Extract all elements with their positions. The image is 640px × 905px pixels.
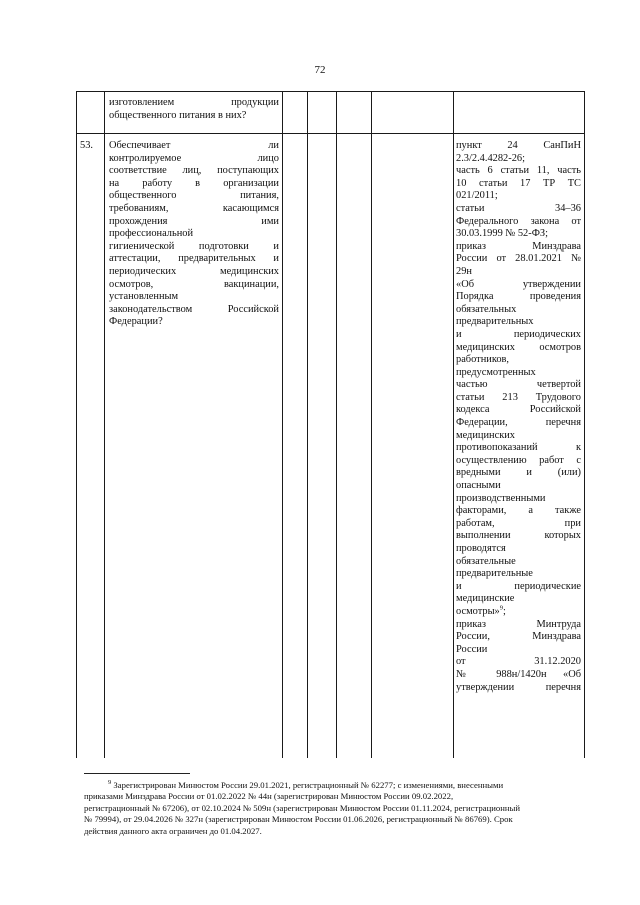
requisites-punctuation: ; — [503, 605, 506, 617]
footnote-line — [84, 780, 584, 791]
requisites-line: опасными — [456, 480, 501, 492]
table-left-border — [76, 91, 77, 758]
question-line: требованиям, касающимся — [109, 202, 279, 214]
requisites-line: осмотры» — [456, 605, 500, 617]
question-line: соответствие лиц, поступающих — [109, 165, 279, 177]
requisites-line: обязательных — [456, 303, 517, 315]
requisites-line: от 31.12.2020 — [456, 656, 581, 668]
table-right-border — [584, 91, 585, 758]
column-divider-question — [104, 91, 105, 758]
requisites-line: обязательные — [456, 555, 516, 567]
question-line: контролируемое лицо — [109, 152, 279, 164]
footnote-separator — [84, 773, 190, 774]
row-separator — [76, 133, 584, 134]
requisites-line: России, Минздрава — [456, 631, 581, 643]
requisites-line: производственными — [456, 492, 546, 504]
requisites-line: кодекса Российской — [456, 404, 581, 416]
requisites-line: 10 статьи 17 ТР ТС — [456, 177, 581, 189]
requisites-line: 021/2011; — [456, 190, 498, 202]
continuation-question-cell — [109, 97, 279, 122]
requisites-line: приказ Минздрава — [456, 240, 581, 252]
requisites-line: «Об утверждении — [456, 278, 581, 290]
question-line: законодательством Российской — [109, 303, 279, 315]
question-line: общественного питания в них? — [109, 109, 247, 121]
question-cell — [109, 140, 279, 329]
requisites-line: 30.03.1999 № 52-ФЗ; — [456, 228, 549, 240]
requisites-line: России — [456, 643, 488, 655]
requisites-line: статьи 213 Трудового — [456, 391, 581, 403]
requisites-line: предусмотренных — [456, 366, 536, 378]
footnote-mark: 9 — [108, 779, 112, 787]
question-line: на работу в организации — [109, 177, 279, 189]
question-line: установленным — [109, 291, 179, 303]
question-line: аттестации, предварительных и — [109, 253, 279, 265]
footnote-reference[interactable]: 9 — [499, 604, 503, 612]
requisites-line: частью четвертой — [456, 379, 581, 391]
footnote-line: приказами Минздрава России от 01.02.2022 № 44н (зарегистрирован Минюстом России 09.02.2022, — [84, 791, 454, 802]
requisites-line: Федерального закона от — [456, 215, 581, 227]
question-line: периодических медицинских — [109, 265, 279, 277]
column-divider-yes — [282, 91, 283, 758]
requisites-line: противопоказаний к — [456, 442, 581, 454]
requisites-line: вредными и (или) — [456, 467, 581, 479]
requisites-line: утверждении перечня — [456, 681, 581, 693]
requisites-line: предварительные — [456, 568, 533, 580]
requisites-line: Порядка проведения — [456, 291, 581, 303]
footnote-text: Зарегистрирован Минюстом России 29.01.2021, регистрационный № 62277; с изменениями, внесенными — [111, 780, 504, 790]
footnote-line: действия данного акта ограничен до 01.04.2027. — [84, 825, 262, 836]
requisites-line: предварительных — [456, 316, 534, 328]
requisites-line: часть 6 статьи 11, часть — [456, 165, 581, 177]
requisites-line: 29н — [456, 265, 472, 277]
requisites-line: выполнении которых — [456, 530, 581, 542]
requisites-cell — [456, 140, 581, 694]
footnote-line: № 79994), от 29.04.2026 № 327н (зарегистрирован Минюстом России 01.06.2026, регистрационный № 86769). Срок — [84, 814, 513, 825]
question-line: прохождения ими — [109, 215, 279, 227]
requisites-line: факторами, а также — [456, 505, 581, 517]
requisites-line: России от 28.01.2021 № — [456, 253, 581, 265]
row-number: 53. — [80, 140, 93, 151]
requisites-line: Федерации, перечня — [456, 417, 581, 429]
requisites-line: 2.3/2.4.4282-26; — [456, 152, 525, 164]
question-line: гигиенической подготовки и — [109, 240, 279, 252]
column-divider-no — [307, 91, 308, 758]
footnote — [84, 780, 584, 837]
requisites-line: медицинских осмотров — [456, 341, 581, 353]
column-divider-requisites — [453, 91, 454, 758]
question-line: Обеспечивает ли — [109, 140, 279, 151]
requisites-line: осуществлению работ с — [456, 454, 581, 466]
table-top-border — [76, 91, 584, 92]
requisites-line: медицинских — [456, 429, 515, 441]
requisites-line: и периодических — [456, 328, 581, 340]
question-line: осмотров, вакцинации, — [109, 278, 279, 290]
question-line: изготовлением продукции — [109, 97, 279, 108]
question-line: Федерации? — [109, 316, 163, 328]
page-number: 72 — [314, 64, 326, 76]
requisites-line: статьи 34–36 — [456, 202, 581, 214]
requisites-line: проводятся — [456, 543, 506, 554]
column-divider-note — [371, 91, 372, 758]
question-line: профессиональной — [109, 228, 194, 240]
requisites-line: и периодические — [456, 580, 581, 592]
requisites-line-with-footnote — [456, 606, 581, 619]
question-line: общественного питания, — [109, 190, 279, 202]
requisites-line: пункт 24 СанПиН — [456, 140, 581, 151]
column-divider-na — [336, 91, 337, 758]
requisites-line: работам, при — [456, 517, 581, 529]
requisites-line: № 988н/1420н «Об — [456, 668, 581, 680]
footnote-line: регистрационный № 67206), от 02.10.2024 № 509н (зарегистрирован Минюстом России 01.11.2024, регистрационный — [84, 802, 521, 813]
requisites-line: приказ Минтруда — [456, 618, 581, 630]
requisites-line: медицинские — [456, 593, 515, 605]
requisites-line: работников, — [456, 354, 510, 366]
